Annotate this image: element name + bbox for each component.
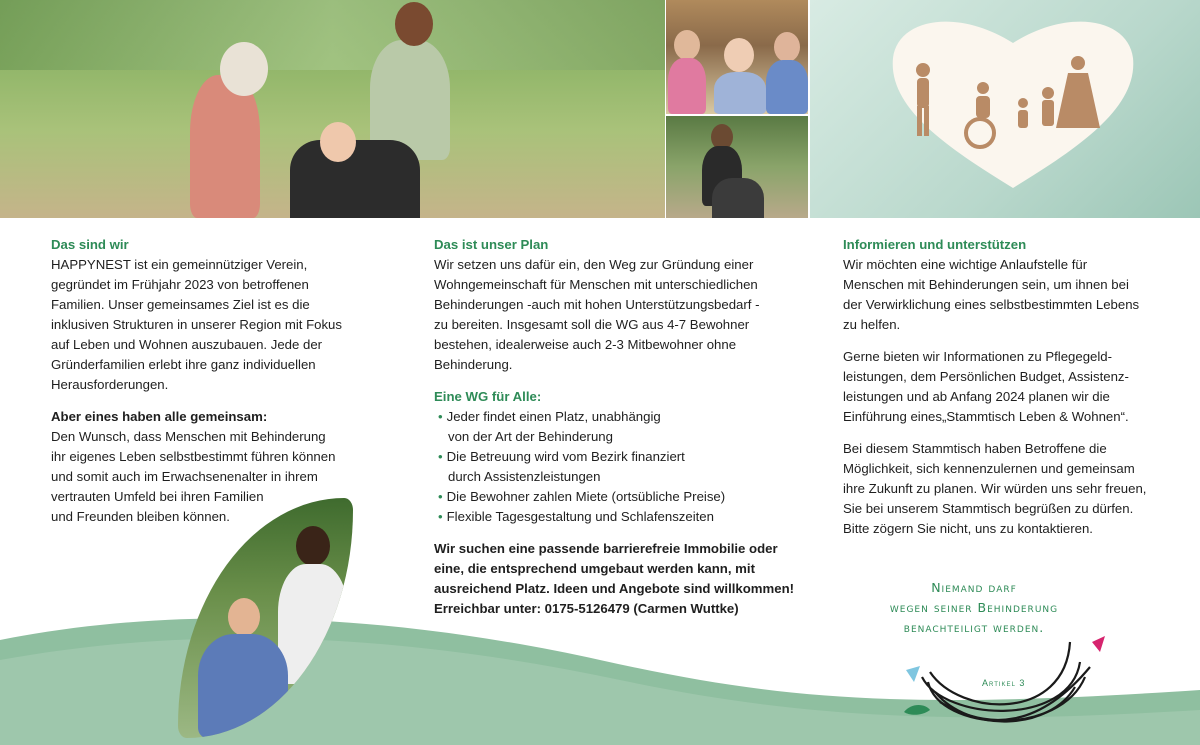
quote-line: Niemand darf xyxy=(931,580,1017,595)
text-line: Gründerfamilien erlebt ihre ganz individuellen xyxy=(51,357,316,372)
call-to-action-line: eine, die entsprechend umgebaut werden kann, mit xyxy=(434,561,755,576)
photo-wheelchair-walk xyxy=(666,116,808,218)
text-line: zu bereiten. Insgesamt soll die WG aus 4-7 Bewohner xyxy=(434,317,750,332)
heading-inform-support: Informieren und unterstützen xyxy=(843,237,1027,252)
text-line: Bitte zögern Sie nicht, uns zu kontaktieren. xyxy=(843,521,1093,536)
photo-family-garden xyxy=(0,0,665,218)
text-line: und somit auch im Erwachsenenalter in ihrem xyxy=(51,469,318,484)
text-line: Möglichkeit, sich kennenzulernen und gemeinsam xyxy=(843,461,1135,476)
bullet-item: • Flexible Tagesgestaltung und Schlafenszeiten xyxy=(434,507,804,527)
text-line: bestehen, idealerweise auch 2-3 Mitbewohner ohne xyxy=(434,337,737,352)
text-line: inklusiven Strukturen in unserer Region mit Fokus xyxy=(51,317,342,332)
text-line: Behinderungen -auch mit hohen Unterstützungsbedarf - xyxy=(434,297,760,312)
text-line: Familien. Unser gemeinsames Ziel ist es die xyxy=(51,297,310,312)
text-line: ihre Zukunft zu planen. Wir würden uns sehr freuen, xyxy=(843,481,1147,496)
column-about-us xyxy=(51,235,371,527)
text-line: leistungen, dem Persönlichen Budget, Assistenz- xyxy=(843,369,1129,384)
text-line: auf Leben und Wohnen auszubauen. Jede der xyxy=(51,337,323,352)
bullet-continuation: durch Assistenzleistungen xyxy=(448,469,601,484)
text-line: Wir setzen uns dafür ein, den Weg zur Gründung einer xyxy=(434,257,754,272)
bullet-item: • Die Betreuung wird vom Bezirk finanziert xyxy=(434,447,804,467)
text-line: Wohngemeinschaft für Menschen mit unterschiedlichen xyxy=(434,277,758,292)
subheading-common-goal: Aber eines haben alle gemeinsam: xyxy=(51,409,268,424)
text-line: Bei diesem Stammtisch haben Betroffene die xyxy=(843,441,1107,456)
text-line: und Freunden bleiben können. xyxy=(51,509,230,524)
bullet-item: • Jeder findet einen Platz, unabhängig xyxy=(434,407,804,427)
call-to-action-line: Wir suchen eine passende barrierefreie Immobilie oder xyxy=(434,541,778,556)
subheading-wg-for-all: Eine WG für Alle: xyxy=(434,389,542,404)
text-line: Sie bei unserem Stammtisch begrüßen zu dürfen. xyxy=(843,501,1134,516)
photo-group-smiling xyxy=(666,0,808,114)
column-our-plan xyxy=(434,235,804,619)
text-line: Einführung eines„Stammtisch Leben & Wohnen“. xyxy=(843,409,1129,424)
quote-line: wegen seiner Behinderung xyxy=(889,600,1059,615)
bullet-item: • Die Bewohner zahlen Miete (ortsübliche Preise) xyxy=(434,487,804,507)
quote-line: benachteiligt werden. xyxy=(903,620,1045,635)
contact-line: Erreichbar unter: 0175-5126479 (Carmen Wuttke) xyxy=(434,601,739,616)
call-to-action-line: ausreichend Platz. Ideen und Angebote sind willkommen! xyxy=(434,581,795,596)
text-line: Wir möchten eine wichtige Anlaufstelle für xyxy=(843,257,1088,272)
text-line: Den Wunsch, dass Menschen mit Behinderung xyxy=(51,429,326,444)
column-inform-support xyxy=(843,235,1173,539)
text-line: Behinderung. xyxy=(434,357,513,372)
text-line: zu helfen. xyxy=(843,317,901,332)
text-line: ihr eigenes Leben selbstbestimmt führen können xyxy=(51,449,336,464)
bullet-continuation: von der Art der Behinderung xyxy=(448,429,613,444)
text-line: der Verwirklichung eines selbstbestimmten Lebens xyxy=(843,297,1140,312)
quote-source: Artikel 3 xyxy=(982,678,1026,688)
text-line: Herausforderungen. xyxy=(51,377,169,392)
text-line: Gerne bieten wir Informationen zu Pflegegeld- xyxy=(843,349,1113,364)
text-line: Menschen mit Behinderungen sein, um ihnen bei xyxy=(843,277,1129,292)
heading-about-us: Das sind wir xyxy=(51,237,129,252)
heading-our-plan: Das ist unser Plan xyxy=(434,237,549,252)
text-line: leistungen und ab Anfang 2024 planen wir die xyxy=(843,389,1110,404)
paper-family-heart-icon xyxy=(888,8,1138,193)
text-line: HAPPYNEST ist ein gemeinnütziger Verein, xyxy=(51,257,308,272)
text-line: vertrauten Umfeld bei ihren Familien xyxy=(51,489,264,504)
text-line: gegründet im Frühjahr 2023 von betroffenen xyxy=(51,277,309,292)
